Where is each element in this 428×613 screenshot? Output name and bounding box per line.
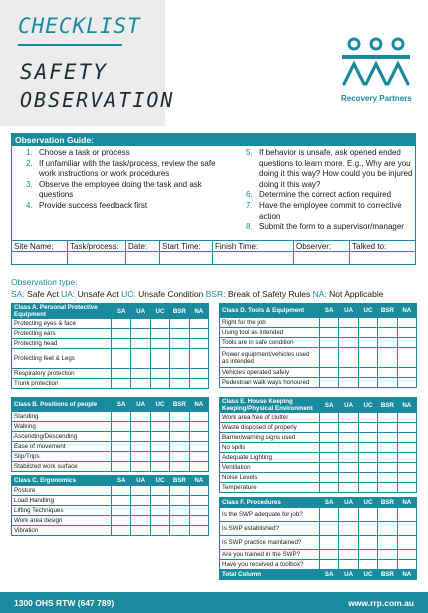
guide-step: 8. Submit the form to a supervisor/manager — [246, 222, 404, 232]
table-row: Respiratory protection — [12, 369, 209, 379]
table-row: Pedestrian walk ways honoured — [220, 378, 417, 388]
observation-type-label: Observation type: — [11, 277, 78, 287]
table-row: Work area free of clutter — [220, 413, 417, 423]
class-c-header: Class C. Ergonomics SA UA UC BSR NA — [12, 476, 209, 486]
table-row: Posture — [12, 486, 209, 496]
observer-field[interactable] — [294, 252, 350, 264]
class-a-table — [11, 303, 209, 389]
table-row: Ease of movement — [12, 442, 209, 452]
site-info-header-row — [12, 240, 415, 252]
class-f-header: Class F. Procedures SA UA UC BSR NA — [220, 498, 417, 508]
table-row: Standing — [12, 412, 209, 422]
table-row: Load Handling — [12, 496, 209, 506]
guide-step: 2. If unfamiliar with the task/process, review the safe work instructions or work procedures — [26, 158, 216, 179]
guide-step: 7. Have the employee commit to corrective action — [246, 200, 402, 221]
class-b-table — [11, 397, 209, 472]
task-process-field[interactable] — [68, 252, 126, 264]
table-row: Protecting head — [12, 339, 209, 349]
guide-step: 4. Provide success feedback first — [26, 200, 148, 210]
site-info-entry-row — [12, 252, 415, 264]
start-time-label: Start Time: — [160, 241, 213, 251]
guide-heading: Observation Guide: — [12, 134, 415, 146]
class-f-table — [219, 497, 417, 580]
observation-type-legend: SA: Safe Act UA: Unsafe Act UC: Unsafe Condition BSR: Break of Safety Rules NA: Not Applicable — [11, 289, 384, 299]
talked-to-label: Talked to: — [352, 242, 387, 251]
table-row: Vehicles operated safely — [220, 368, 417, 378]
observer-label: Observer: — [294, 241, 350, 251]
table-row: No spills — [220, 443, 417, 453]
table-row: Slip/Trips — [12, 452, 209, 462]
table-row: Ascending/Descending — [12, 432, 209, 442]
table-row: Trunk protection — [12, 379, 209, 389]
table-row: Is the SWP adequate for job? — [220, 508, 417, 522]
observation-title: OBSERVATION — [20, 88, 175, 112]
guide-left-list — [26, 148, 216, 212]
total-column-row: Total Column SA UA UC BSR NA — [220, 570, 417, 580]
table-row: Barrier/warning signs used — [220, 433, 417, 443]
class-a-header: Class A. Personal Protective Equipment SA UA UC BSR NA — [12, 304, 209, 319]
table-row: Adequate Lighting — [220, 453, 417, 463]
table-row: Vibration — [12, 526, 209, 536]
guide-step: 5. If behavior is unsafe, ask opened ended questions to learn more. E.g., Why are you doing it this way? How could you be injured doing it this way? — [246, 148, 413, 189]
guide-step: 3. Observe the employee doing the task and ask questions — [26, 179, 202, 200]
table-row: Ventilation — [220, 463, 417, 473]
table-row: Is SWP practice maintained? — [220, 536, 417, 550]
table-row: Have you received a toolbox? — [220, 560, 417, 570]
table-row: Protecting eyes & face — [12, 319, 209, 329]
table-row: Work area design — [12, 516, 209, 526]
title-panel — [0, 0, 175, 126]
class-b-header: Class B. Positions of people SA UA UC BSR NA — [12, 398, 209, 412]
footer-phone: 1300 OHS RTW (647 789) — [14, 598, 115, 608]
title-underline — [18, 44, 122, 46]
footer-bar — [0, 592, 428, 613]
table-row: Tools are in safe condition — [220, 338, 417, 348]
guide-step: 6. Determine the correct action required — [246, 190, 392, 200]
footer-website-link[interactable]: www.rrp.com.au — [348, 598, 414, 608]
class-d-header: Class D. Tools & Equipment SA UA UC BSR NA — [220, 304, 417, 318]
table-row: Waste disposed of properly — [220, 423, 417, 433]
guide-step: 1. Choose a task or process — [26, 148, 130, 157]
site-name-label: Site Name: — [12, 241, 68, 251]
table-row: Right for the job — [220, 318, 417, 328]
table-row: Temperature — [220, 483, 417, 493]
table-row: Are you trained in the SWP? — [220, 550, 417, 560]
date-field[interactable] — [126, 252, 160, 264]
talked-to-field[interactable] — [350, 252, 415, 264]
class-d-table — [219, 303, 417, 388]
finish-time-label: Finish Time: — [213, 241, 294, 251]
table-row: Lifting Techniques — [12, 506, 209, 516]
task-process-label: Task/process: — [68, 241, 126, 251]
logo-text: Recovery Partners — [341, 94, 412, 103]
table-row: Walking — [12, 422, 209, 432]
three-people-logo-icon — [340, 36, 412, 94]
table-row: Protecting ears — [12, 329, 209, 339]
date-label: Date: — [126, 241, 160, 251]
table-row: Noise Levels — [220, 473, 417, 483]
finish-time-field[interactable] — [213, 252, 294, 264]
table-row: Stabilized work surface — [12, 462, 209, 472]
safety-title: SAFETY — [20, 60, 108, 84]
start-time-field[interactable] — [160, 252, 213, 264]
guide-right-list — [246, 148, 414, 233]
table-row: Using tool as intended — [220, 328, 417, 338]
table-row: Power equipment/vehicles used as intended — [220, 348, 417, 368]
table-row: Is SWP established? — [220, 522, 417, 536]
checklist-title: CHECKLIST — [18, 14, 141, 38]
observation-guide — [11, 133, 416, 265]
table-row: Protecting feet & Legs — [12, 349, 209, 369]
class-e-table — [219, 397, 417, 493]
class-e-header: Class E. House Keeping Keeping/Physical Environment SA UA UC BSR NA — [220, 398, 417, 413]
class-c-table — [11, 475, 209, 536]
site-name-field[interactable] — [12, 252, 68, 264]
